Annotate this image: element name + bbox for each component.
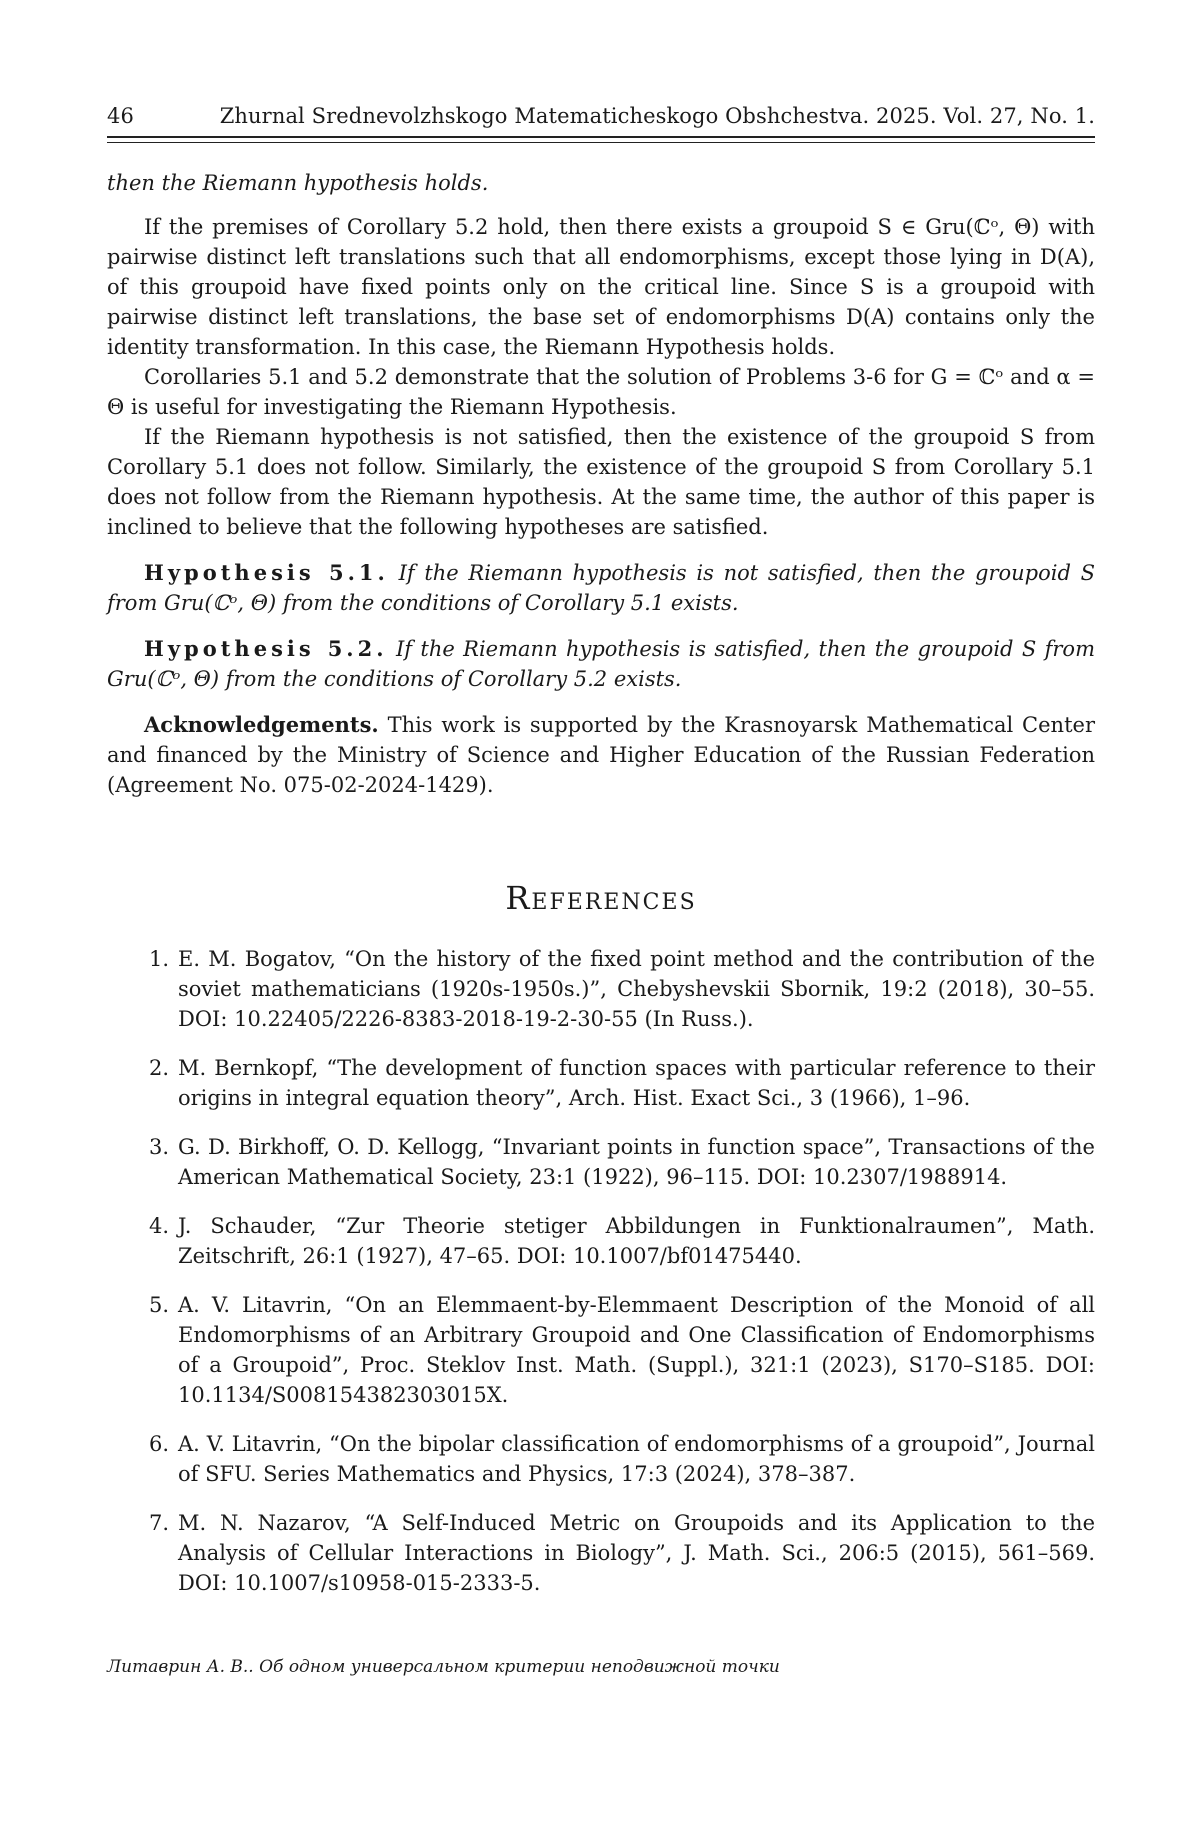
acknowledgements-text: This work is supported by the Krasnoyarsk Mathematical Center and financed by the Ministry of Science and Higher Education of the Russian Federation (Agreement No. 075-02-2024-1429).	[107, 713, 1095, 797]
reference-number: 5.	[148, 1293, 169, 1317]
main-text	[107, 168, 1095, 1617]
reference-text: J. Schauder, “Zur Theorie stetiger Abbildungen in Funktionalraumen”, Math. Zeitschrift, 26:1 (1927), 47–65. DOI: 10.1007/bf01475440.	[178, 1214, 1095, 1268]
paragraph-corollary-5-2: If the premises of Corollary 5.2 hold, then there exists a groupoid S ∈ Gru(ℂᵒ, Θ) with pairwise distinct left translations such that all endomorphisms, except those lying in D(A), of this groupoid have fixed points only on the critical line. Since S is a groupoid with pairwise distinct left translations, the base set of endomorphisms D(A) contains only the identity transformation. In this case, the Riemann Hypothesis holds.	[107, 215, 1095, 359]
hypothesis-5-1-text: If the Riemann hypothesis is not satisfied, then the groupoid S from Gru(ℂᵒ, Θ) from the conditions of Corollary 5.1 exists.	[107, 561, 1096, 615]
hypothesis-5-2-label: Hypothesis 5.2.	[144, 636, 388, 661]
reference-item	[107, 1211, 1095, 1271]
reference-item	[107, 1132, 1095, 1192]
hypothesis-5-1	[107, 558, 1095, 618]
reference-number: 7.	[148, 1511, 169, 1535]
hypothesis-5-2-text: If the Riemann hypothesis is satisfied, then the groupoid S from Gru(ℂᵒ, Θ) from the conditions of Corollary 5.2 exists.	[107, 637, 1095, 691]
page-number: 46	[107, 104, 134, 128]
running-footer: Литаврин А. В.. Об одном универсальном критерии неподвижной точки	[107, 1657, 780, 1677]
reference-number: 2.	[148, 1056, 169, 1080]
hypothesis-5-1-label: Hypothesis 5.1.	[144, 560, 389, 585]
reference-text: M. N. Nazarov, “A Self-Induced Metric on Groupoids and its Application to the Analysis of Cellular Interactions in Biology”, J. Math. Sci., 206:5 (2015), 561–569. DOI: 10.1007/s10958-015-2333-5.	[178, 1511, 1095, 1595]
reference-number: 3.	[148, 1135, 169, 1159]
reference-item	[107, 1290, 1095, 1410]
reference-text: M. Bernkopf, “The development of function spaces with particular reference to their origins in integral equation theory”, Arch. Hist. Exact Sci., 3 (1966), 1–96.	[178, 1056, 1095, 1110]
reference-text: E. M. Bogatov, “On the history of the fixed point method and the contribution of the soviet mathematicians (1920s-1950s.)”, Chebyshevskii Sbornik, 19:2 (2018), 30–55. DOI: 10.22405/2226-8383-2018-19-2-30-55 (In Russ.).	[178, 947, 1095, 1031]
header-rule-thick	[107, 136, 1095, 138]
reference-text: G. D. Birkhoff, O. D. Kellogg, “Invariant points in function space”, Transactions of the American Mathematical Society, 23:1 (1922), 96–115. DOI: 10.2307/1988914.	[178, 1135, 1095, 1189]
journal-title: Zhurnal Srednevolzhskogo Matematicheskogo Obshchestva. 2025. Vol. 27, No. 1.	[219, 104, 1095, 128]
reference-item	[107, 1429, 1095, 1489]
acknowledgements	[107, 710, 1095, 800]
paragraph-corollaries: Corollaries 5.1 and 5.2 demonstrate that the solution of Problems 3-6 for G = ℂᵒ and α = Θ is useful for investigating the Riemann Hypothesis.	[107, 365, 1095, 419]
reference-list	[107, 944, 1095, 1598]
running-header	[107, 104, 1095, 128]
paragraph-riemann: If the Riemann hypothesis is not satisfied, then the existence of the groupoid S from Corollary 5.1 does not follow. Similarly, the existence of the groupoid S from Corollary 5.1 does not follow from the Riemann hypothesis. At the same time, the author of this paper is inclined to believe that the following hypotheses are satisfied.	[107, 425, 1095, 539]
header-rule-thin	[107, 142, 1095, 143]
hypothesis-5-2	[107, 634, 1095, 694]
reference-text: A. V. Litavrin, “On an Elemmaent-by-Elemmaent Description of the Monoid of all Endomorphisms of an Arbitrary Groupoid and One Classification of Endomorphisms of a Groupoid”, Proc. Steklov Inst. Math. (Suppl.), 321:1 (2023), S170–S185. DOI: 10.1134/S008154382303015X.	[178, 1293, 1095, 1407]
paragraph-continuation: then the Riemann hypothesis holds.	[107, 171, 489, 195]
reference-number: 6.	[148, 1432, 169, 1456]
acknowledgements-label: Acknowledgements.	[144, 712, 379, 737]
references-title: References	[505, 879, 697, 917]
reference-number: 4.	[148, 1214, 169, 1238]
reference-item	[107, 944, 1095, 1034]
reference-item	[107, 1508, 1095, 1598]
reference-number: 1.	[148, 947, 169, 971]
reference-text: A. V. Litavrin, “On the bipolar classification of endomorphisms of a groupoid”, Journal of SFU. Series Mathematics and Physics, 17:3 (2024), 378–387.	[178, 1432, 1095, 1486]
reference-item	[107, 1053, 1095, 1113]
